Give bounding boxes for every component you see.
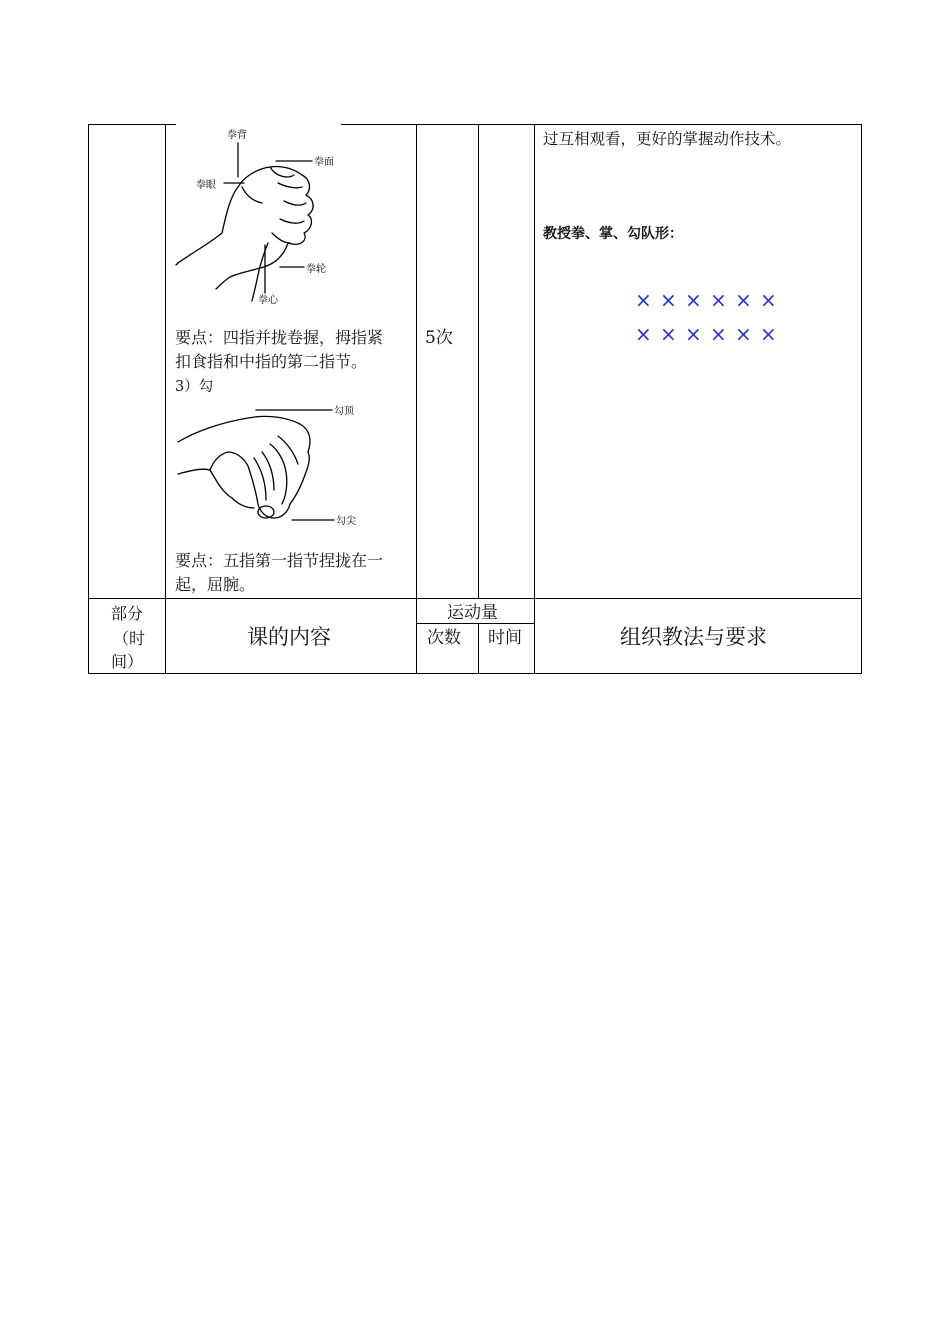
formation-student-mark: × — [710, 288, 727, 312]
table-right-border — [861, 124, 862, 674]
time-header: 时间 — [488, 628, 522, 648]
formation-student-mark: × — [710, 322, 727, 346]
hook-key-line1: 要点：五指第一指节捏拢在一 — [175, 551, 384, 570]
method-text-line1: 过互相观看，更好的掌握动作技术。 — [543, 130, 792, 148]
repetition-count: 5次 — [425, 328, 453, 348]
section-column-border — [165, 124, 166, 674]
count-time-footer-border — [478, 623, 479, 674]
fist-heart-label: 拳心 — [258, 295, 278, 306]
formation-student-mark: × — [685, 322, 702, 346]
formation-student-mark: × — [635, 288, 652, 312]
formation-student-mark: × — [760, 322, 777, 346]
fist-wheel-label: 拳轮 — [306, 264, 326, 275]
content-column-border — [416, 124, 417, 674]
formation-student-mark: × — [760, 288, 777, 312]
count-header: 次数 — [427, 628, 461, 648]
fist-back-label: 拳背 — [227, 130, 247, 141]
method-header: 组织教法与要求 — [620, 625, 767, 649]
section-header-line1: 部分 — [111, 604, 144, 623]
formation-title: 教授拳、掌、勾队形： — [543, 226, 683, 242]
fist-key-line2: 扣食指和中指的第二指节。 — [175, 352, 368, 371]
hook-heading: 3）勾 — [175, 379, 214, 395]
fist-face-label: 拳面 — [314, 157, 334, 168]
fist-eye-label: 拳眼 — [196, 180, 216, 191]
fist-illustration — [172, 125, 372, 310]
exercise-header: 运动量 — [447, 603, 498, 623]
formation-student-mark: × — [735, 322, 752, 346]
count-column-border — [478, 124, 479, 599]
hook-tip-label: 勾尖 — [336, 516, 356, 527]
formation-student-mark: × — [660, 322, 677, 346]
fist-key-line1: 要点：四指并拢卷握，拇指紧 — [175, 328, 384, 347]
hook-illustration — [174, 400, 374, 530]
table-left-border — [88, 124, 89, 674]
content-header: 课的内容 — [247, 625, 331, 649]
formation-student-mark: × — [635, 322, 652, 346]
formation-student-mark: × — [735, 288, 752, 312]
footer-top-border — [88, 598, 862, 599]
table-bottom-border — [88, 673, 862, 674]
formation-student-mark: × — [685, 288, 702, 312]
hook-top-label: 勾顶 — [334, 406, 354, 417]
time-column-border — [534, 124, 535, 674]
hook-key-line2: 起，屈腕。 — [175, 575, 256, 594]
formation-student-mark: × — [660, 288, 677, 312]
section-header-line2: （时 — [113, 629, 146, 648]
section-header-line3: 间） — [111, 652, 144, 671]
